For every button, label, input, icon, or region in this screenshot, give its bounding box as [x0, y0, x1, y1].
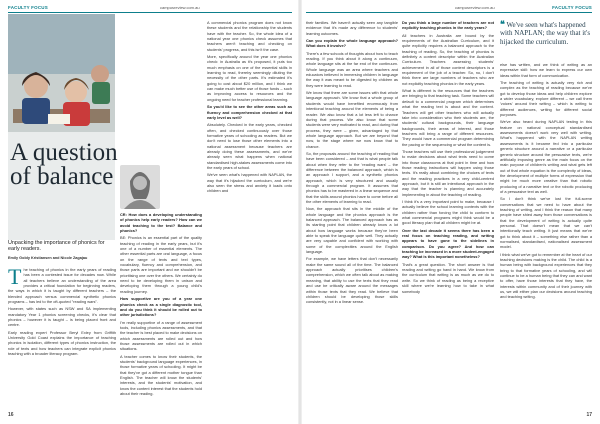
paragraph: So I don't think we've lost the full-scene conversations that we need to have about the teaching of writing, and I think the reason that many people have shied away from those conversations is that the development of writing is actually quite personal. That doesn't mean that we can't intentionally teach writing. It just means that we've got to think about it – something else rather than a normalised, standardised, nationalised assessment model. — [500, 196, 592, 250]
paragraph: We've seen what's happened with NAPLAN, the way that it's hijacked the curriculum, and we're also seen the stress and anxiety it loads onto children and — [207, 172, 292, 194]
paragraph: Early reading expert Professor Beryl Exley from Griffith University Gold Coast explains the importance of teaching phonics in isolation, different types of phonics instruction, the role of texts and how teachers can integrate explicit phonics teaching with a broader literacy program. — [8, 329, 116, 357]
header-rule-right — [306, 12, 592, 13]
interview-question: CR: How does a developing understanding of phonics help early readers? How can we avoid teaching to the test? Balance and phonics? — [120, 212, 202, 234]
paragraph: Those teachers will use their professional judgement to make decisions about what texts need to come into those classrooms at that point in time and how those reading instructions will happen using those texts. It's really about combining the choices of texts and the reading practices in a very child-centred approach, but it is still an intentional approach in the way that the teacher is planning and accurately implementing in about the teaching of reading. — [402, 148, 494, 197]
column-6 — [500, 62, 592, 412]
paragraph: I think what we've got to remember at the heart of our teaching decisions making is the child. The child is a human being with background experiences that they bring to that formative years of schooling, and will continue to be a human being that they can and want to offer, have those interests that they have, the interests within community and of their journey with us, we will either plan our decisions around teaching and teaching writing. — [500, 251, 592, 300]
column-3 — [207, 20, 292, 412]
paragraph: What is different is the resources that the teachers are bringing to that teaching task. Some teachers will default to a commercial program which determines what the reading text is about and the content. Teachers will get other teachers who will actually take into consideration who their students are, the students' cultural backgrounds, their language backgrounds, their areas of interest, and those teachers will bring a range of different resources. They would have a commercial program determining the pacing or the sequencing or what the content is. — [402, 88, 494, 147]
section-label-right: FACULTY FOCUS — [552, 5, 592, 10]
pull-quote-text: We've seen what's happened with NAPLAN; the way that it's hijacked the curriculum. — [500, 21, 591, 46]
page-number-left: 16 — [8, 412, 14, 418]
column-2 — [120, 212, 202, 412]
interview-question: Do you think a large number of teachers are not explicitly teaching phonics in the early years? — [402, 20, 494, 31]
author-portrait — [120, 165, 160, 209]
paragraph: However, with states such as NSW and SA implementing mandatory Year 1 phonics screening checks, it's clear that phonics – however it is taught – is being placed front and centre. — [8, 306, 116, 328]
paragraph: There's a few schools of thoughts about how to teach reading. If you think about it along a continuum, whole language sits at the far end of the continuum. Whole language was an area where teachers and educators believed in immersing children in language the way it was meant to be digested by children as they were learning to read. — [306, 50, 398, 88]
classroom-photo — [8, 14, 115, 240]
paragraph: We know that there are some issues with that whole language approach. We know that a whole group of students would have benefited enormously from intentional teaching around the elements of being a reader. We also know that a lot less left to chance during that process. We also know that some students were very motivated to read, and during that process, they were – given, advantaged by that whole language approach. But we are beyond that now, to the stage where we now know that to chance. — [306, 90, 398, 149]
byline: Emily Goldy Kristiansen and Nicole Zagajau — [8, 256, 88, 260]
dropcap: T — [8, 267, 22, 289]
interview-question: Can you explain the whole language approach? What does it involve? — [306, 38, 398, 49]
page-gutter — [298, 0, 302, 424]
paragraph: The teaching of writing is actually very rich and complex as the teaching of reading because we've got to develop those ideas and help children explore a wider vocabulary, explore different – we call them 'voices' around their writing – which is writing to different audiences, writing for different social purposes. — [500, 80, 592, 118]
column-5 — [402, 20, 494, 412]
article-title: A question of balance — [10, 139, 118, 190]
paragraph: More, specifically around the year one phonics check: in Australia as it's proposed, it puts too much emphasis on one of the essential skills in learning to read, thereby seemingly diluting the necessity of the other parts. It's estimated it's going to cost about $20 million, and I think we can make much better use of those funds – such as improving access to resources and the ongoing need for teacher professional learning. — [207, 54, 292, 102]
standfirst: Unpacking the importance of phonics for early readers. — [8, 240, 105, 253]
paragraph: Now, the approach that sits in the middle of the whole language and the phonics approach is the balanced approach. The balanced approach has as its starting point that children already know a lot about how language works because they've been able to speak the language quite well. They actually are very capable and confident with working with some of the complexities around the English language. — [306, 206, 398, 255]
page-number-right: 17 — [586, 412, 592, 418]
paragraph: their families. We haven't actually seen any tangible evidence that it's made any difference to students' learning outcomes. — [306, 20, 398, 36]
site-url-right: campusreview.com.au — [455, 5, 495, 10]
paragraph: A commercial phonics program does not know these students and the relationship the students have with the teacher. So, the whole idea of a national year one phonics check assumes that teachers aren't teaching and checking on students' progress, and this isn't the case. — [207, 20, 292, 52]
paragraph: A teacher comes to know their students, the students' background language experiences, in those formative years of schooling. It might be that they've got a different mother tongue than English. The teacher will know the students' interests, and the students' motivation, and know the content interest that the students hold about their reading. — [120, 353, 202, 396]
column-1 — [8, 267, 116, 413]
paragraph: BE: Phonics is an essential part of the quality teaching of reading in the early years, but it's one of a number of essential elements. The other essential parts are oral language, a focus on the range of texts and text types, vocabulary, fluency and comprehension, and those parts are important and we shouldn't be prioritising one over the others. We certainly do need to be developing them in unison and developing them through a young child's reading journey. — [120, 235, 202, 294]
interview-question: How supportive are you of a year one phonics check as a single diagnostic tool, and do you think it should be rolled out to other jurisdictions? — [120, 296, 202, 318]
paragraph: I'm really supportive of a range of assessment tools, including phonics assessments, and that the teacher is best placed to make decisions on which assessments are rolled out and how those assessments are rolled out in which situations. — [120, 319, 202, 352]
interview-question: So you'd like to see the other areas such as fluency and comprehension checked at that early level as well? — [207, 104, 292, 120]
site-url-left: campusreview.com.au — [160, 5, 200, 10]
column-4 — [306, 20, 398, 412]
header-rule-left — [8, 12, 292, 13]
quote-mark-icon: ❝ — [500, 19, 505, 29]
paragraph: All teachers in Australia are bound by the requirements of the Australian Curriculum, and it quite explicitly requires a balanced approach to the teaching of reading. So, the teaching of phonics is definitely a content descriptor within the Australian Curriculum. Teachers assessing students' achievement in all of those content descriptors is a requirement of the job of a teacher. So, no, I don't think there are large numbers of teachers who are not explicitly teaching phonics in the early years. — [402, 32, 494, 86]
paragraph: The teaching of phonics in the early years of reading has been a contested issue for decades now. While all teachers believe an understanding of the area provides a critical foundation for beginning readers, the ways in which it is taught by different teachers – the blended approach versus commercial synthetic phonics programs – has led to the oft-quoted "reading wars". — [8, 267, 116, 305]
section-label-left: FACULTY FOCUS — [8, 5, 48, 10]
paragraph: For example, we have letters that don't necessarily make the same sound all of the time. The balanced approach actually prioritises children's comprehension, which we often talk about as making meaning, that ability to use the texts that they read and use be critically aware around the messages within those texts that they read. We believe that children should be developing those skills consistently, not in a linear sense. — [306, 256, 398, 305]
interview-question: Over the last decade it seems there has been a real focus on teaching reading, and writing appears to have gone to the sidelines in comparison. Do you agree? And how can teaching be increased in a more student-engaged way? What is this important nonetheless? — [402, 227, 494, 260]
paragraph: else has written, and we think of writing as an expressive skill: how we learn to express our own ideas within that form of communication. — [500, 62, 592, 78]
paragraph: That's a great question. The short answer is that reading and writing go hand in hand. We know from the curriculum that writing is as much as we do to write. So we think of reading as being a receptive skill where we're learning how to take in what somebody — [402, 261, 494, 294]
paragraph: So, the proposals around the teaching of reading that have been considered – and that is what people talk about when they refer to the 'reading wars' – the difference between the balanced approach, which is an approach I support, and a synthetic phonics approach, which is very structured and usually through a commercial program. It assumes that phonics has to be mastered in a linear sequence and that the skills around phonics have to come before all the other elements of learning to read. — [306, 150, 398, 204]
paragraph: We've also heard during NAPLAN testing in this feature on national conceptual standardised assessments doesn't work very well with writing. What's happened with the NAPLAN writing assessments is it became fed into a particular generic structure around a narrative or a particular generic structure around the persuasive texts, we're artificially imposing genre as the main focus on the main purpose of children's writing and what gets left out of that whole equation is the complexity of ideas, the development of multiple forms of expression that might be much more creative than that robotic producing of a narrative text or the robotic producing of a persuasive text as well. — [500, 119, 592, 194]
paragraph: Absolutely. Checked in the early years, checked often, and checked continuously over those formative years of schooling as readers. But we don't need to lose those other elements into a national assessment because teachers are already doing these assessments, and we've already seen what happens when national standardised high-stakes assessments come into the early years of school. — [207, 122, 292, 170]
pull-quote — [500, 20, 592, 46]
paragraph: I think it's a very important point to make, because I actually believe the school learning contexts with the children rather than forcing the child to conform to what commercial programs might think would be a good literacy plan that all children might be at. — [402, 199, 494, 226]
